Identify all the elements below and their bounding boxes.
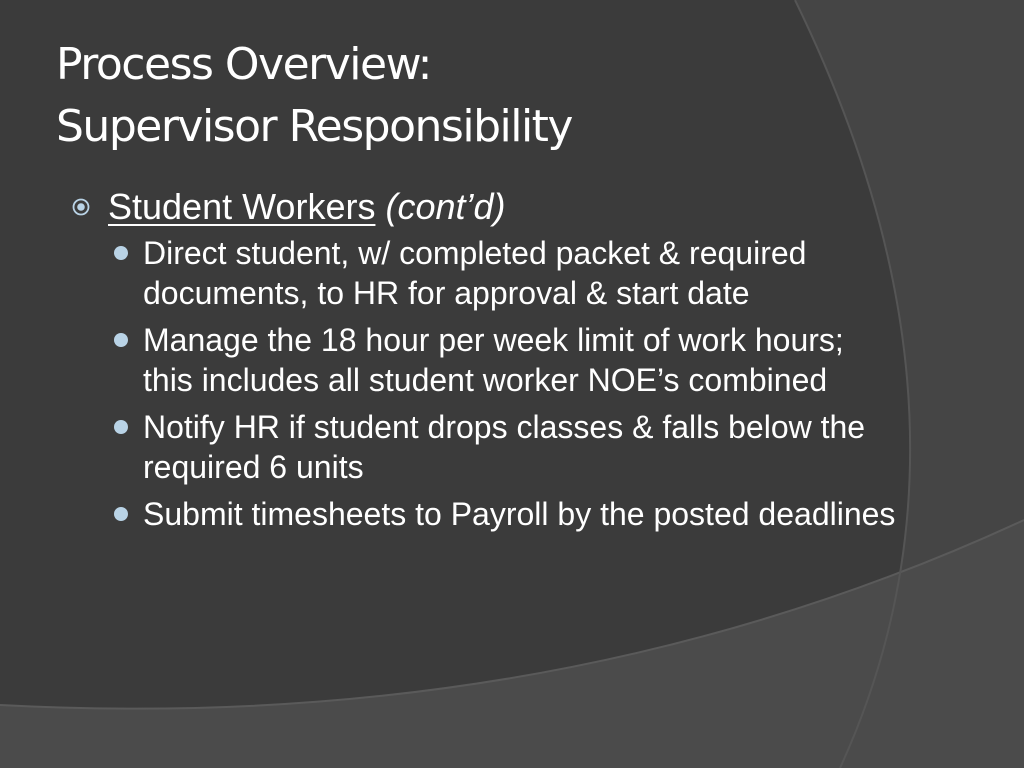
section-heading: [62, 184, 902, 230]
list-item-text: Direct student, w/ completed packet & required documents, to HR for approval & start date: [143, 235, 807, 311]
title-line-2: Supervisor Responsibility: [56, 101, 572, 152]
bullet-dot-icon: [114, 246, 128, 260]
list-item: [62, 495, 902, 535]
circled-dot-icon: [72, 198, 90, 216]
title-line-1: Process Overview:: [56, 39, 431, 90]
slide-title: [56, 34, 572, 158]
bullet-dot-icon: [114, 507, 128, 521]
section-heading-text: Student Workers: [108, 186, 376, 227]
bullet-dot-icon: [114, 420, 128, 434]
list-item: [62, 321, 902, 400]
list-item-text: Notify HR if student drops classes & falls below the required 6 units: [143, 409, 866, 485]
bullet-list: [62, 234, 902, 535]
list-item-text: Submit timesheets to Payroll by the posted deadlines: [143, 496, 896, 532]
bullet-dot-icon: [114, 333, 128, 347]
list-item-text: Manage the 18 hour per week limit of work hours; this includes all student worker NOE’s combined: [143, 322, 844, 398]
list-item: [62, 234, 902, 313]
list-item: [62, 408, 902, 487]
section-heading-suffix: (cont’d): [385, 186, 506, 227]
slide-content: [62, 184, 902, 543]
